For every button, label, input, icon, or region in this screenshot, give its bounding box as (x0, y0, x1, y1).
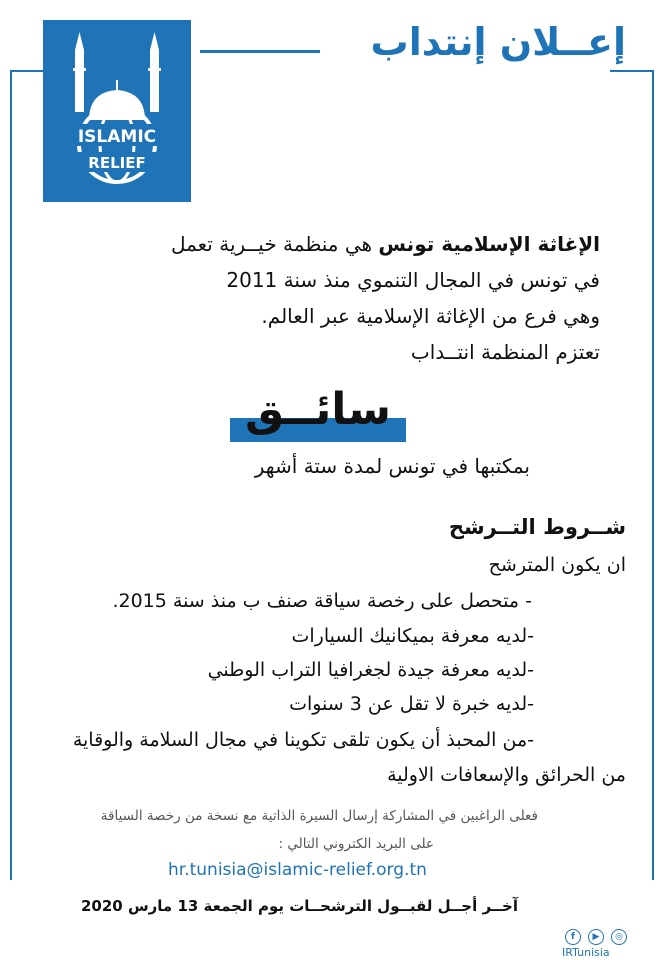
application-line-1: فعلى الراغبين في المشاركة إرسال السيرة الذاتية مع نسخة من رخصة السياقة (100, 808, 538, 824)
facebook-icon[interactable]: f (565, 929, 581, 945)
page-title: إعــلان إنتداب (370, 20, 626, 64)
intro-line-4: تعتزم المنظمة انتــداب (410, 340, 600, 364)
application-line-2: على البريد الكتروني التالي : (278, 836, 434, 852)
job-subtitle: بمكتبها في تونس لمدة ستة أشهر (254, 454, 530, 478)
logo-text-islamic: ISLAMIC (77, 127, 157, 147)
islamic-relief-logo (43, 20, 191, 202)
intro-line-3: وهي فرع من الإغاثة الإسلامية عبر العالم. (261, 304, 600, 328)
condition-item: -لديه معرفة بميكانيك السيارات (291, 625, 534, 647)
instagram-icon[interactable]: ◎ (611, 929, 627, 945)
social-handle: IRTunisia (562, 946, 610, 959)
conditions-lead: ان يكون المترشح (488, 554, 626, 576)
condition-item: -لديه خبرة لا تقل عن 3 سنوات (289, 693, 534, 715)
frame-left-line (10, 70, 12, 880)
condition-item: -لديه معرفة جيدة لجغرافيا التراب الوطني (207, 659, 534, 681)
frame-top-left-corner (10, 70, 43, 72)
condition-item: -من المحبذ أن يكون تلقى تكوينا في مجال السلامة والوقاية (72, 729, 534, 751)
intro-line-1 (40, 226, 600, 262)
condition-item-continuation: من الحرائق والإسعافات الاولية (387, 764, 626, 786)
condition-item: - متحصل على رخصة سياقة صنف ب منذ سنة 2015. (112, 590, 532, 612)
org-name: الإغاثة الإسلامية تونس (378, 232, 600, 256)
deadline: آخــر أجــل لقبــول الترشحــات يوم الجمعة 13 مارس 2020 (80, 897, 518, 915)
application-email-link[interactable]: hr.tunisia@islamic-relief.org.tn (168, 860, 427, 880)
frame-right-line (652, 70, 654, 880)
title-underline (200, 50, 320, 53)
intro-line-1-rest: هي منظمة خيــرية تعمل (170, 232, 379, 256)
conditions-heading: شــروط التــرشح (448, 515, 626, 539)
youtube-icon[interactable]: ▶ (588, 929, 604, 945)
logo-text-relief: RELIEF (88, 154, 146, 172)
job-title: سائــق (244, 384, 392, 435)
intro-line-2: في تونس في المجال التنموي منذ سنة 2011 (226, 268, 600, 292)
mosque-globe-icon (43, 20, 191, 202)
